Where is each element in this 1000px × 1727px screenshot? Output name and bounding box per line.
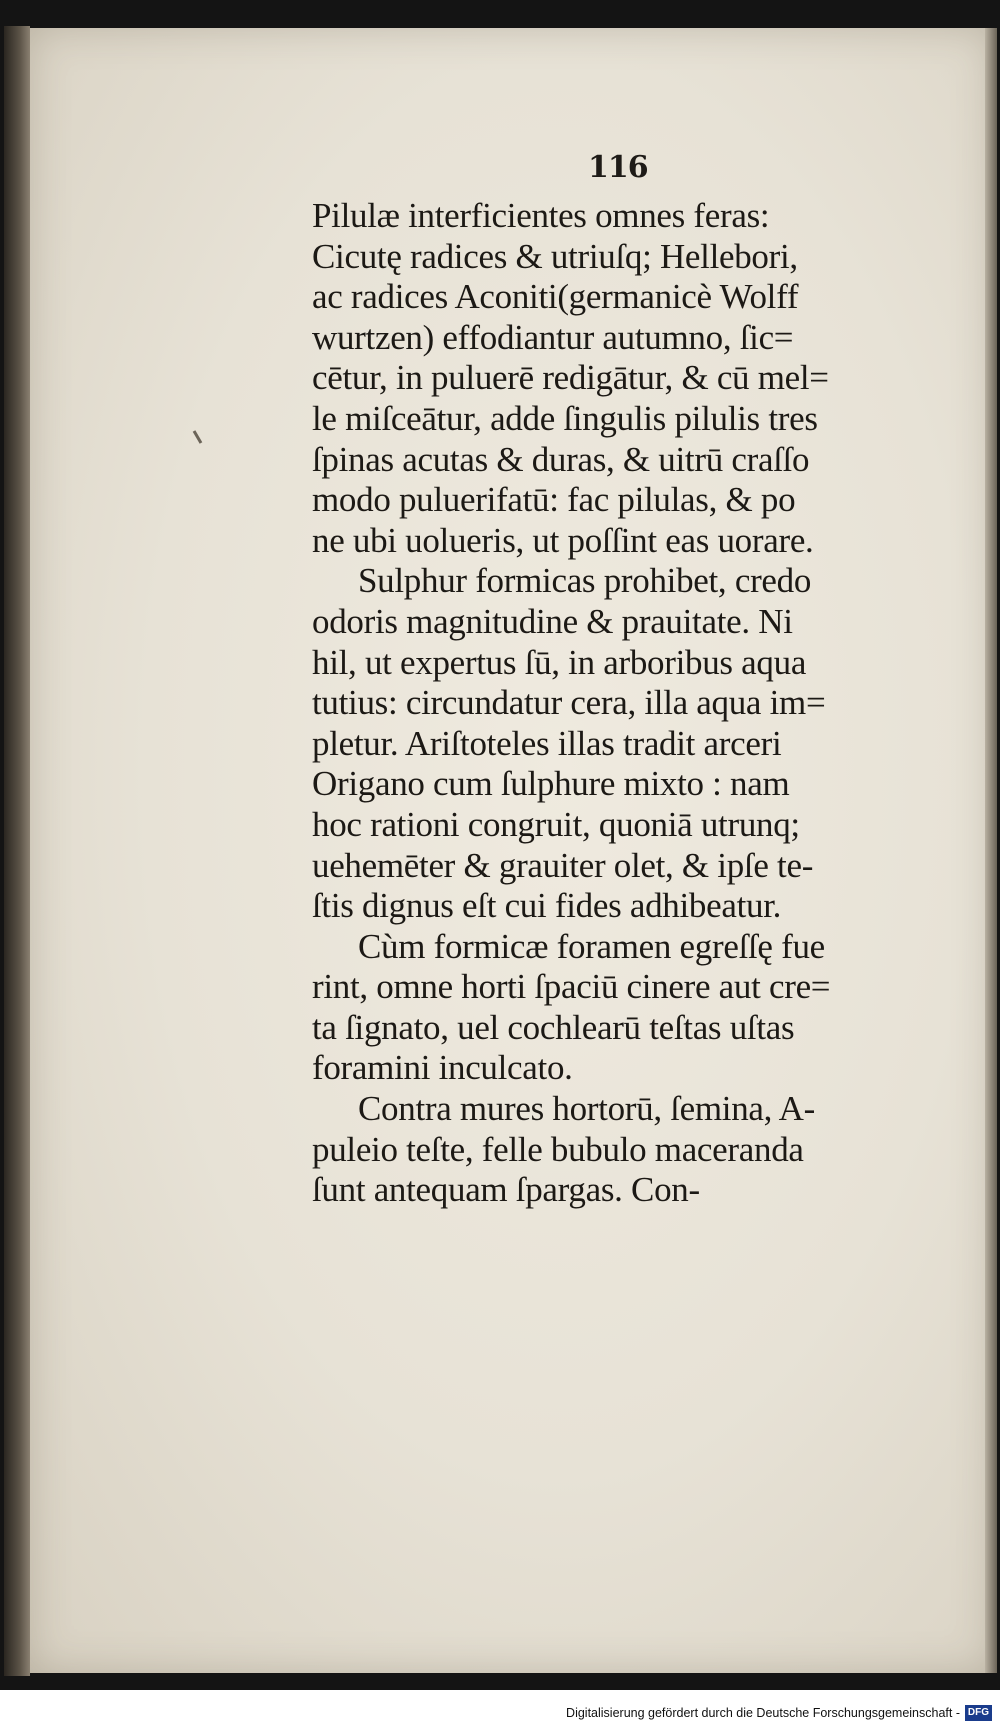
footer-bar	[0, 1690, 1000, 1727]
text-line: modo puluerifatū: fac pilulas, & po	[312, 480, 796, 520]
text-line: le miſceātur, adde ſingulis pilulis tres	[312, 398, 818, 438]
text-line: odoris magnitudine & prauitate. Ni	[312, 601, 793, 641]
binding-edge	[4, 26, 30, 1676]
text-line: puleio teſte, felle bubulo maceranda	[312, 1129, 804, 1169]
text-line: pletur. Ariſtoteles illas tradit arceri	[312, 723, 782, 763]
text-line: tutius: circundatur cera, illa aqua im=	[312, 683, 826, 723]
text-line: uehemēter & grauiter olet, & ipſe te-	[312, 845, 814, 885]
dfg-logo: DFG	[965, 1705, 992, 1721]
text-line: cētur, in puluerē redigātur, & cū mel=	[312, 358, 829, 398]
funding-credit: Digitalisierung gefördert durch die Deutsche Forschungsgemeinschaft -	[566, 1706, 960, 1720]
text-line: rint, omne horti ſpaciū cinere aut cre=	[312, 967, 831, 1007]
page-text	[312, 196, 942, 1211]
text-line: ne ubi uolueris, ut poſſint eas uorare.	[312, 520, 814, 560]
text-line: ac radices Aconiti(germanicè Wolff	[312, 277, 799, 317]
text-line: Cùm formicæ foramen egreſſę fue	[358, 926, 825, 966]
text-line: Origano cum ſulphure mixto : nam	[312, 764, 790, 804]
text-line: ta ſignato, uel cochlearū teſtas uſtas	[312, 1007, 795, 1047]
page-number: 116	[588, 150, 648, 185]
text-line: ſtis dignus eſt cui fides adhibeatur.	[312, 886, 782, 926]
text-line: Pilulæ interficientes omnes feras:	[312, 196, 770, 235]
text-line: foramini inculcato.	[312, 1048, 573, 1088]
text-line: ſunt antequam ſpargas. Con-	[312, 1170, 700, 1210]
page-edge	[985, 28, 997, 1673]
text-line: Sulphur formicas prohibet, credo	[358, 561, 812, 601]
text-line: Cicutę radices & utriuſq; Hellebori,	[312, 236, 798, 276]
text-line: ſpinas acutas & duras, & uitrū craſſo	[312, 439, 810, 479]
text-line: Contra mures hortorū, ſemina, A-	[358, 1089, 815, 1129]
text-line: hoc rationi congruit, quoniā utrunq;	[312, 804, 800, 844]
text-line: wurtzen) effodiantur autumno, ſic=	[312, 317, 794, 357]
text-line: hil, ut expertus ſū, in arboribus aqua	[312, 642, 807, 682]
